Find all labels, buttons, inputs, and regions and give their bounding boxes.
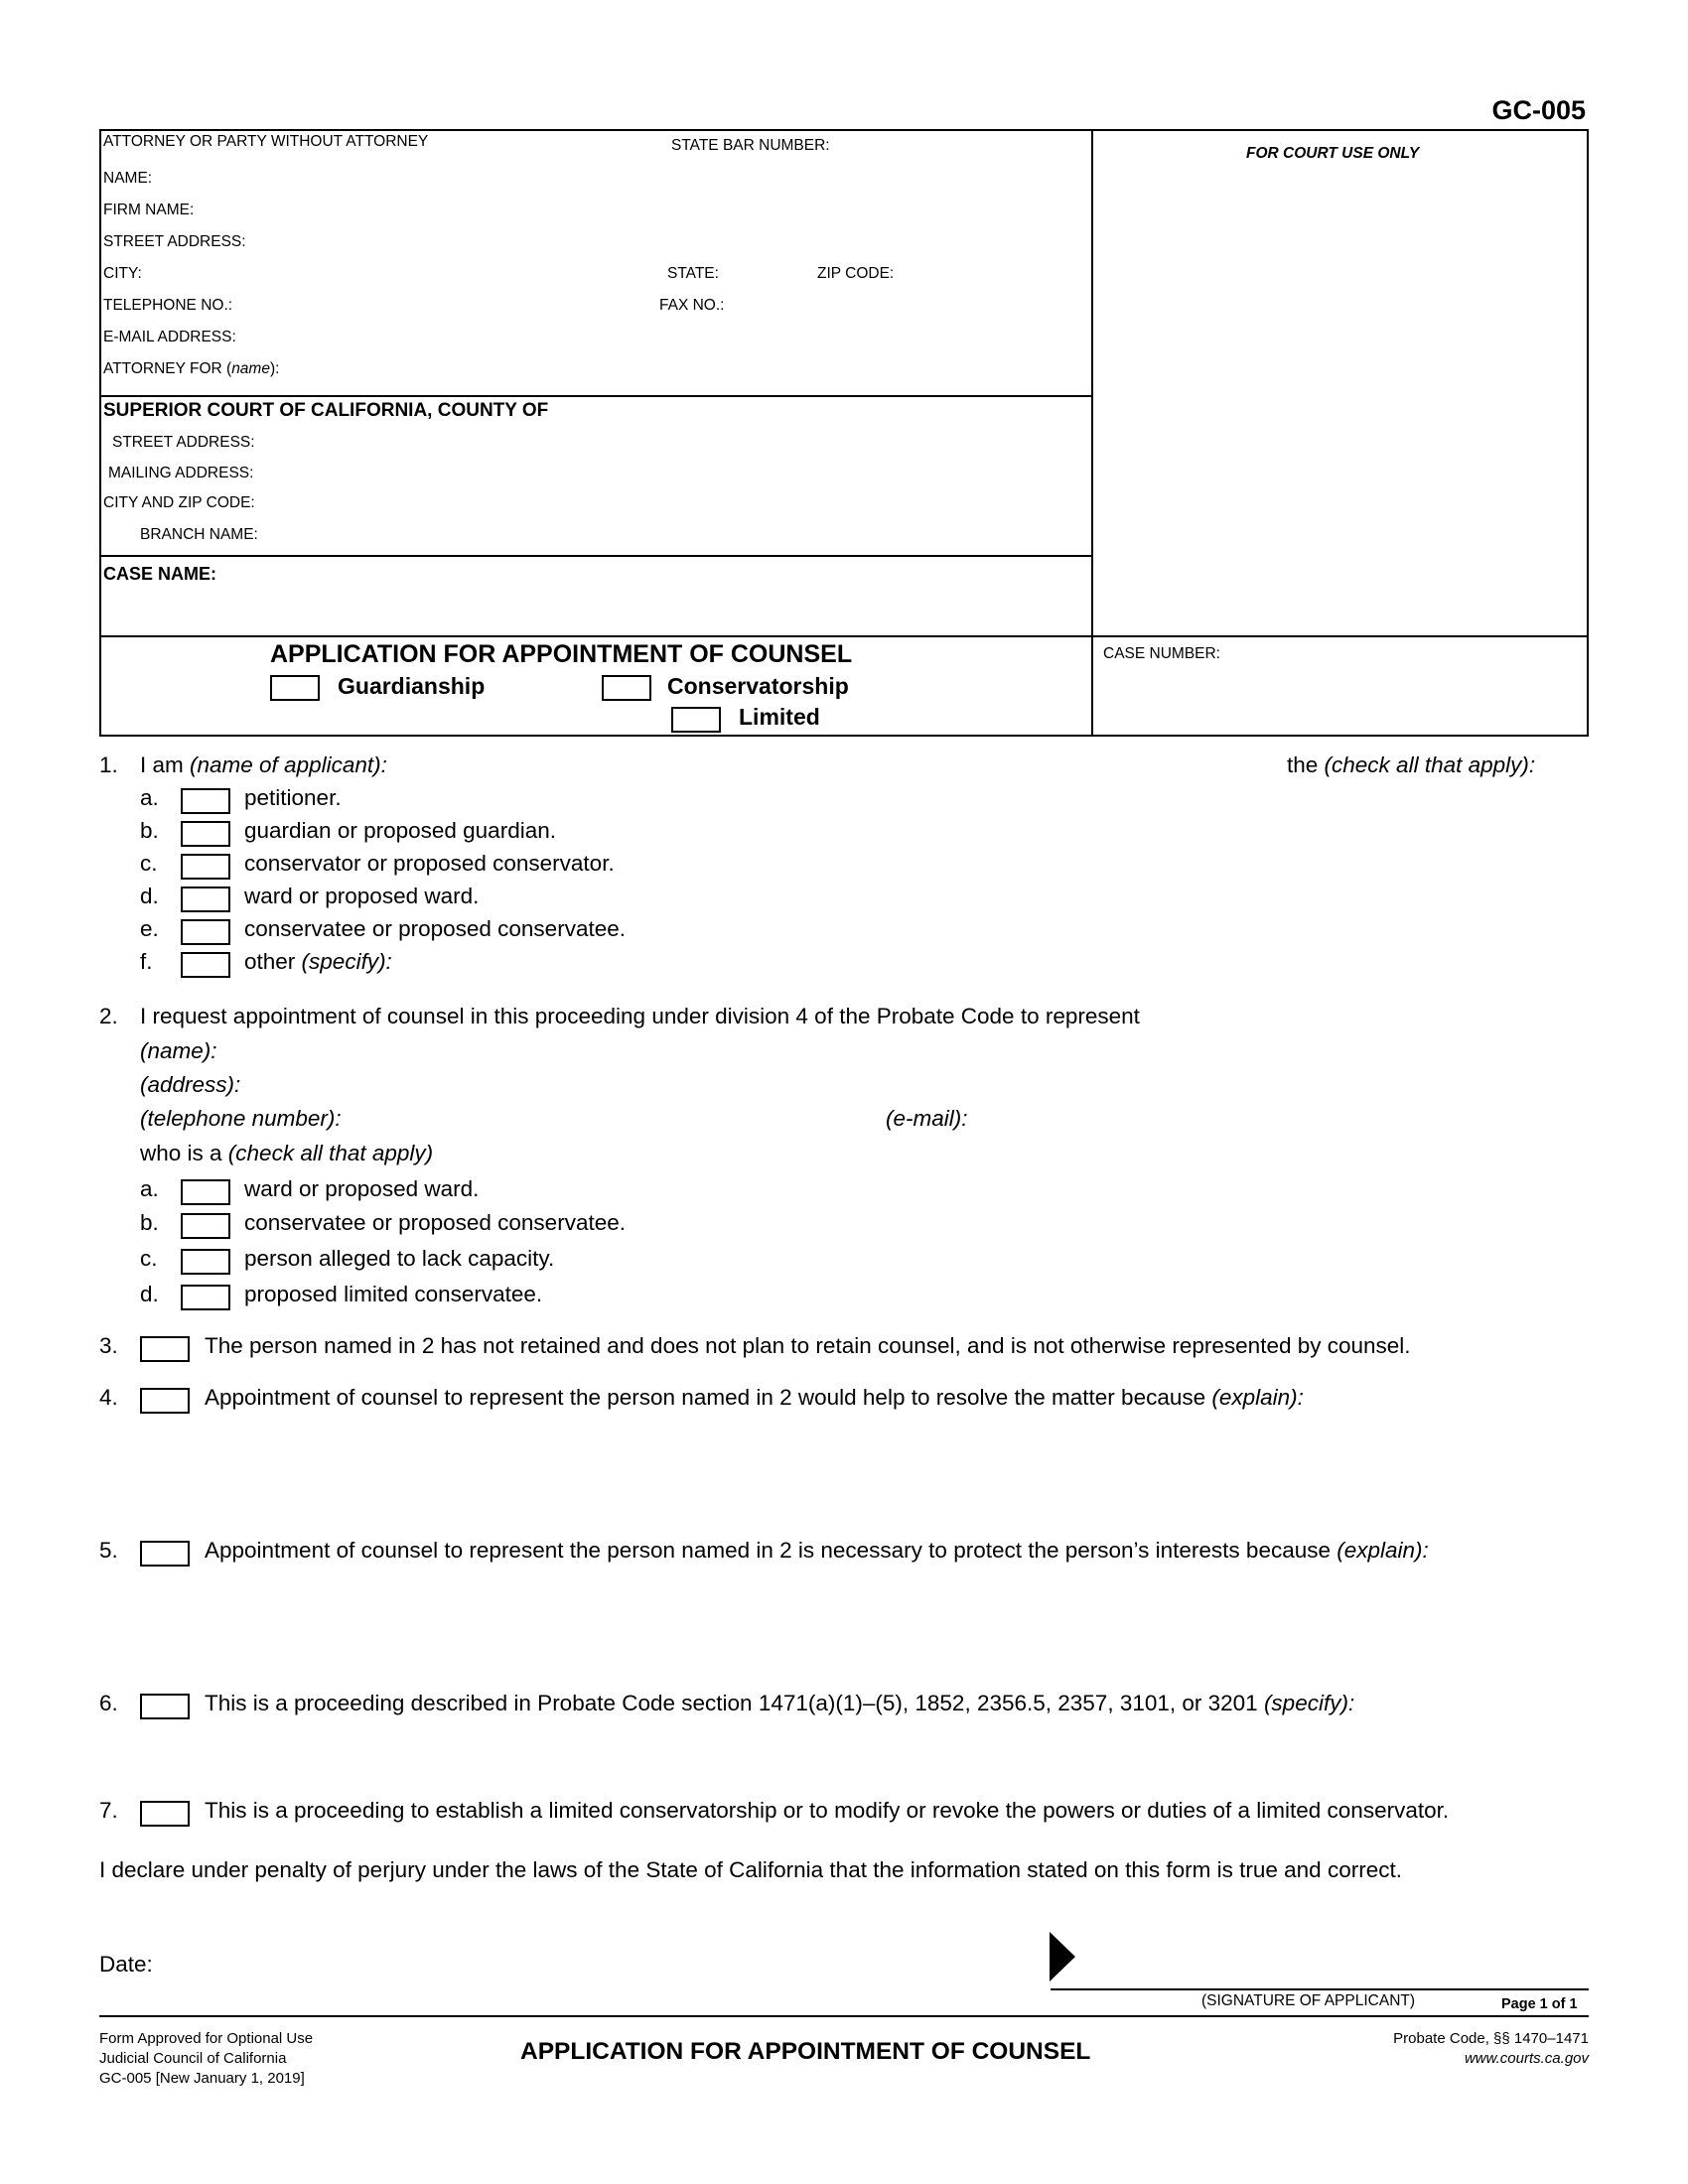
attorney-label: ATTORNEY OR PARTY WITHOUT ATTORNEY — [103, 133, 429, 150]
court-cityzip-input[interactable] — [272, 492, 1078, 515]
item2-option-c-label: person alleged to lack capacity. — [244, 1246, 555, 1271]
item2-option-b-label: conservatee or proposed conservatee. — [244, 1210, 626, 1235]
state-label: STATE: — [667, 265, 719, 282]
item2-number: 2. — [99, 1004, 118, 1028]
date-label: Date: — [99, 1952, 153, 1977]
attorney-for-label: ATTORNEY FOR (name): — [103, 360, 280, 377]
state-bar-input[interactable] — [846, 135, 1088, 158]
guardianship-label: Guardianship — [338, 673, 486, 699]
applicant-name-input[interactable] — [425, 754, 1283, 781]
item2-email-input[interactable] — [983, 1108, 1579, 1135]
item2-conservatee-checkbox[interactable] — [181, 1213, 230, 1239]
item2-address-label: (address): — [140, 1072, 241, 1097]
court-street-label: STREET ADDRESS: — [112, 434, 255, 451]
item2-phone-input[interactable] — [369, 1108, 870, 1135]
form-title: APPLICATION FOR APPOINTMENT OF COUNSEL — [270, 640, 853, 668]
county-input[interactable] — [635, 400, 1076, 423]
item2-letter-b: b. — [140, 1210, 159, 1235]
city-label: CITY: — [103, 265, 142, 282]
item2-name-input[interactable] — [234, 1040, 1579, 1067]
email-input[interactable] — [254, 327, 1078, 349]
signature-arrow-icon — [1050, 1932, 1075, 1981]
item1-right-text: the (check all that apply): — [1287, 752, 1536, 777]
fax-input[interactable] — [737, 295, 1078, 318]
zip-label: ZIP CODE: — [817, 265, 895, 282]
case-number-input[interactable] — [1103, 685, 1584, 708]
court-use-label: FOR COURT USE ONLY — [1246, 145, 1420, 162]
item4-checkbox[interactable] — [140, 1388, 190, 1414]
footer-left-3: GC-005 [New January 1, 2019] — [99, 2070, 305, 2087]
item1-letter-e: e. — [140, 916, 159, 941]
footer-rule — [99, 2015, 1589, 2017]
footer-left-2: Judicial Council of California — [99, 2050, 287, 2067]
item1-option-f-label: other (specify): — [244, 949, 392, 974]
item2-letter-a: a. — [140, 1176, 159, 1201]
item2-email-label: (e-mail): — [886, 1106, 968, 1131]
item1-guardian-checkbox[interactable] — [181, 821, 230, 847]
caption-divider-attorney — [99, 395, 1092, 397]
case-number-label: CASE NUMBER: — [1103, 645, 1220, 662]
item2-name-label: (name): — [140, 1038, 217, 1063]
case-name-input[interactable] — [103, 594, 1078, 616]
declaration-text: I declare under penalty of perjury under the laws of the State of California that the information stated on this form is true and correct. — [99, 1857, 1402, 1882]
caption-divider-court — [99, 555, 1092, 557]
conservatorship-checkbox[interactable] — [602, 675, 651, 701]
fax-label: FAX NO.: — [659, 297, 725, 314]
item6-number: 6. — [99, 1691, 118, 1715]
item1-option-b-label: guardian or proposed guardian. — [244, 818, 556, 843]
item4-number: 4. — [99, 1385, 118, 1410]
footer-title: APPLICATION FOR APPOINTMENT OF COUNSEL — [520, 2038, 1091, 2065]
item2-letter-c: c. — [140, 1246, 158, 1271]
item2-phone-label: (telephone number): — [140, 1106, 342, 1131]
signature-input[interactable] — [1084, 1948, 1585, 1986]
item2-option-d-label: proposed limited conservatee. — [244, 1282, 543, 1306]
limited-checkbox[interactable] — [671, 707, 721, 733]
item1-letter-f: f. — [140, 949, 153, 974]
attorney-name-input[interactable] — [159, 168, 1076, 191]
item1-number: 1. — [99, 752, 118, 777]
date-input[interactable] — [169, 1952, 669, 1980]
item1-option-a-label: petitioner. — [244, 785, 342, 810]
court-street-input[interactable] — [272, 432, 1078, 455]
conservatorship-label: Conservatorship — [667, 673, 849, 699]
item2-ward-checkbox[interactable] — [181, 1179, 230, 1205]
item6-checkbox[interactable] — [140, 1694, 190, 1719]
footer-left-1: Form Approved for Optional Use — [99, 2030, 314, 2047]
footer-right-1: Probate Code, §§ 1470–1471 — [1393, 2030, 1589, 2047]
caption-divider-title — [99, 635, 1589, 637]
item1-text: I am (name of applicant): — [140, 752, 387, 777]
item5-checkbox[interactable] — [140, 1541, 190, 1567]
item2-limited-conservatee-checkbox[interactable] — [181, 1285, 230, 1310]
item1-letter-a: a. — [140, 785, 159, 810]
court-mailing-input[interactable] — [272, 463, 1078, 485]
item2-lack-capacity-checkbox[interactable] — [181, 1249, 230, 1275]
item1-ward-checkbox[interactable] — [181, 887, 230, 912]
item5-number: 5. — [99, 1538, 118, 1563]
case-name-label: CASE NAME: — [103, 564, 217, 584]
item1-option-c-label: conservator or proposed conservator. — [244, 851, 615, 876]
item2-letter-d: d. — [140, 1282, 159, 1306]
item3-number: 3. — [99, 1333, 118, 1358]
item7-checkbox[interactable] — [140, 1801, 190, 1827]
item7-text: This is a proceeding to establish a limited conservatorship or to modify or revoke the powers or duties of a limited conservator. — [205, 1798, 1450, 1823]
state-bar-label: STATE BAR NUMBER: — [671, 137, 830, 154]
name-label: NAME: — [103, 170, 153, 187]
firm-label: FIRM NAME: — [103, 202, 195, 218]
signature-label: (SIGNATURE OF APPLICANT) — [1201, 1992, 1416, 2009]
firm-name-input[interactable] — [205, 200, 1072, 222]
attorney-for-input[interactable] — [298, 358, 1078, 381]
signature-line — [1051, 1988, 1589, 1990]
item1-other-checkbox[interactable] — [181, 952, 230, 978]
item3-checkbox[interactable] — [140, 1336, 190, 1362]
court-title: SUPERIOR COURT OF CALIFORNIA, COUNTY OF — [103, 400, 549, 421]
item4-text: Appointment of counsel to represent the person named in 2 would help to resolve the matter because (explain): — [205, 1385, 1304, 1410]
court-branch-label: BRANCH NAME: — [140, 526, 258, 543]
item4-explain-input[interactable] — [205, 1422, 1585, 1526]
item2-text: I request appointment of counsel in this proceeding under division 4 of the Probate Code to represent — [140, 1004, 1140, 1028]
item3-text: The person named in 2 has not retained and does not plan to retain counsel, and is not otherwise represented by counsel. — [205, 1333, 1411, 1358]
caption-divider-vertical — [1091, 129, 1093, 737]
state-input[interactable] — [731, 263, 814, 286]
form-id: GC-005 — [1491, 95, 1586, 125]
email-label: E-MAIL ADDRESS: — [103, 329, 236, 345]
item1-letter-b: b. — [140, 818, 159, 843]
item1-letter-d: d. — [140, 884, 159, 908]
guardianship-checkbox[interactable] — [270, 675, 320, 701]
item1-letter-c: c. — [140, 851, 158, 876]
item5-explain-input[interactable] — [205, 1574, 1585, 1679]
item1-conservator-checkbox[interactable] — [181, 854, 230, 880]
item2-address-input[interactable] — [258, 1074, 1579, 1101]
item1-option-d-label: ward or proposed ward. — [244, 884, 480, 908]
city-input[interactable] — [149, 263, 659, 286]
item1-option-e-label: conservatee or proposed conservatee. — [244, 916, 626, 941]
phone-label: TELEPHONE NO.: — [103, 297, 233, 314]
street-address-input[interactable] — [262, 231, 1080, 254]
page-label: Page 1 of 1 — [1501, 1996, 1578, 2012]
court-branch-input[interactable] — [272, 524, 1078, 547]
item6-text: This is a proceeding described in Probate Code section 1471(a)(1)–(5), 1852, 2356.5, 2357, 3101, or 3201 (specify): — [205, 1691, 1355, 1715]
item2-who-text: who is a (check all that apply) — [140, 1141, 434, 1165]
item6-specify-input[interactable] — [205, 1727, 1585, 1792]
telephone-input[interactable] — [248, 295, 649, 318]
court-cityzip-label: CITY AND ZIP CODE: — [103, 494, 255, 511]
item1-conservatee-checkbox[interactable] — [181, 919, 230, 945]
street-label: STREET ADDRESS: — [103, 233, 246, 250]
court-mailing-label: MAILING ADDRESS: — [108, 465, 254, 481]
footer-right-2[interactable]: www.courts.ca.gov — [1464, 2050, 1589, 2067]
zip-input[interactable] — [906, 263, 1078, 286]
item5-text: Appointment of counsel to represent the person named in 2 is necessary to protect the person’s interests because (explain): — [205, 1538, 1429, 1563]
item1-other-input[interactable] — [419, 951, 1585, 978]
limited-label: Limited — [739, 704, 820, 730]
item2-option-a-label: ward or proposed ward. — [244, 1176, 480, 1201]
item7-number: 7. — [99, 1798, 118, 1823]
item1-petitioner-checkbox[interactable] — [181, 788, 230, 814]
